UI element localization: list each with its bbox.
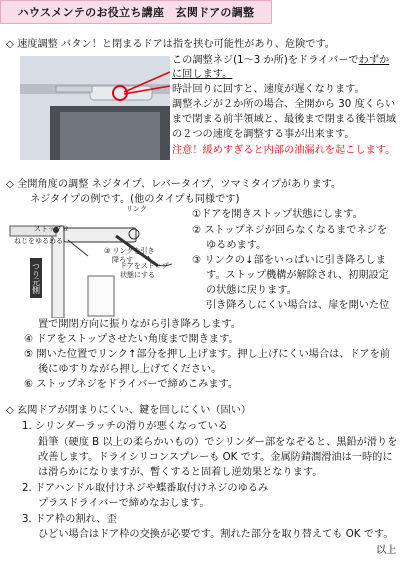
diagram-label-screw: ねじをゆるめる (14, 237, 63, 245)
issue-1: 1. シリンダーラッチの滑りが悪くなっている (22, 421, 228, 432)
diagram-label-stop: ストップロ (34, 225, 69, 233)
step-3e: 置で開閉方向に振りながら引き降ろします。 (38, 319, 241, 330)
step-1: ①ドアを開きストップ状態にします。 (192, 209, 363, 220)
page-title: ハウスメンテのお役立ち講座 玄関ドアの調整 (0, 0, 272, 24)
step-3b: す。ストップ機構が解除され、初期設定 (206, 270, 389, 281)
hinge-side-tag: つり元側 (30, 258, 42, 298)
door-closer-photo (20, 56, 170, 160)
end-mark: 以上 (376, 545, 397, 556)
issue-2: 2. ドアハンドル取付けネジや蝶番取付けネジのゆるみ (22, 483, 269, 494)
issue-3: 3. ドア枠の割れ、歪 (22, 514, 117, 525)
issue-3-a: ひどい場合はドア枠の交換が必要です。割れた部分を取り替えても OK です。 (38, 529, 394, 540)
diagram-label-lever: ③ リンクを引き (104, 247, 155, 255)
speed-warning: 注意！緩めすぎると内部の油漏れを起こします。 (172, 145, 396, 156)
step-6: ⑥ ストップネジをドライバーで締めこみます。 (24, 379, 239, 390)
step-4: ④ ドアをストップさせたい角度まで開きます。 (24, 334, 239, 345)
issue-1-a: 鉛筆（硬度 B 以上の柔らかいもの）でシリンダー部をなぞると、黒鉛が滑りを (38, 437, 398, 448)
step-3c: の状態に戻ります。 (206, 285, 297, 296)
step-3d: 引き降ろしにくい場合は、扉を開いた位 (206, 300, 390, 311)
diagram-label-link: リンク (126, 205, 147, 213)
issue-1-c: は滑らかになりますが、暫くすると固着し逆効果となります。 (38, 467, 323, 478)
speed-heading: ◇ 速度調整 バタン！と閉まるドアは指を挟む可能性があり、危険です。 (6, 39, 335, 50)
angle-subheading: ネジタイプの例です。(他のタイプも同様です) (30, 194, 240, 205)
diagram-label-door-2: 状態にする (120, 271, 155, 279)
speed-line-4: 調整ネジが２か所の場合、全開から 30 度くらい (172, 99, 396, 110)
speed-line-6: の２つの速度を調整する事が出来ます。 (172, 129, 355, 140)
angle-heading: ◇ 全開角度の調整 ネジタイプ、レバータイプ、ツマミタイプがあります。 (6, 179, 342, 190)
door-closer-illustration (20, 56, 170, 160)
issue-1-b: 改善します。ドライシリコンスプレーも OK です。金属防錆潤滑油は一時的に (38, 452, 393, 463)
diagram-label-lever-2: 降ろす (112, 256, 133, 264)
closing-heading: ◇ 玄関ドアが閉まりにくい、鍵を回しにくい（固い） (6, 405, 252, 416)
diagram-label-door: ドアをストップ (120, 262, 169, 270)
step-2a: ② ストップネジが回らなくなるまでネジを (192, 225, 388, 236)
speed-line-1: この調整ネジ(1～3 か所)をドライバーでわずか (172, 55, 390, 66)
step-5a: ⑤ 開いた位置でリンク↑部分を押し上げます。押し上げにくい場合は、ドアを前 (24, 349, 390, 360)
step-2b: ゆるめます。 (206, 240, 267, 251)
speed-line-5: まで閉まる前半領域と、最後まで閉まる後半領域 (172, 114, 397, 125)
speed-line-2: に回します。 (172, 69, 233, 80)
issue-2-a: プラスドライバーで締めなおします。 (38, 498, 210, 509)
step-5b: 後にゆすりながら押し上げてください。 (38, 364, 222, 375)
speed-line-3: 時計回りに回すと、速度が遅くなります。 (172, 84, 365, 95)
step-3a: ③ リンクの↓部をいっぱいに引き降ろしま (192, 255, 386, 266)
